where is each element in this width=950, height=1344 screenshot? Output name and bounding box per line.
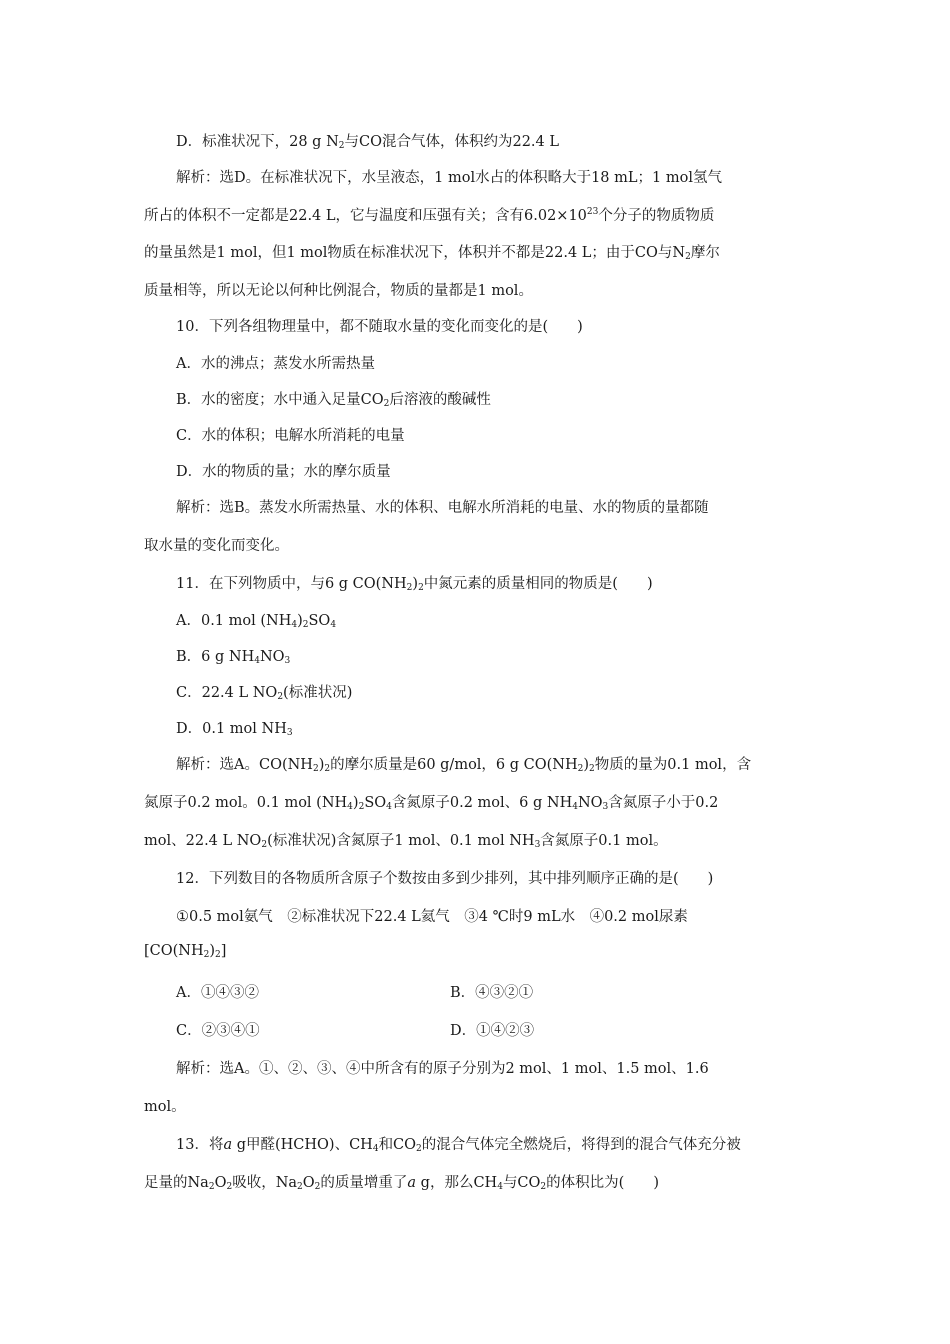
option-b-q11: B．6 g $NH_4NO_3$: [176, 649, 291, 666]
option-c-q10: C．水的体积；电解水所消耗的电量: [176, 428, 405, 444]
explanation-q9-line2: 所占的体积不一定都是22.4 L，它与温度和压强有关；含有$6.02\times 10^{23}$个分子的物质物质: [144, 207, 715, 224]
explanation-q10-line1: 解析：选B。蒸发水所需热量、水的体积、电解水所消耗的电量、水的物质的量都随: [176, 500, 709, 516]
question-13-line2: 足量的$Na_2O_2$吸收，$Na_2O_2$的质量增重了a g，那么$CH_4$与$CO_2$的体积比为( ): [144, 1175, 659, 1192]
option-d-q12: D．①④②③: [450, 1023, 535, 1039]
option-c-q12: C．②③④①: [176, 1023, 260, 1039]
question-12-items-cont: $[CO(NH_2)_2]$: [144, 943, 227, 960]
explanation-q9-line1: 解析：选D。在标准状况下，水呈液态，1 mol水占的体积略大于18 mL；1 mol氢气: [176, 170, 722, 186]
explanation-q10-line2: 取水量的变化而变化。: [144, 538, 289, 554]
option-a-q10: A．水的沸点；蒸发水所需热量: [176, 356, 375, 372]
option-b-q12: B．④③②①: [450, 985, 534, 1001]
option-d-q10: D．水的物质的量；水的摩尔质量: [176, 464, 391, 480]
question-12-items: ①0.5 mol氨气 ②标准状况下22.4 L氦气 ③4 ℃时9 mL水 ④0.2 mol尿素: [176, 909, 688, 925]
option-b-q10: B．水的密度；水中通入足量$CO_2$后溶液的酸碱性: [176, 392, 491, 409]
explanation-q11-line2: 氮原子0.2 mol。0.1 mol $(NH_4)_2SO_4$含氮原子0.2 mol、6 g $NH_4NO_3$含氮原子小于0.2: [144, 795, 719, 812]
explanation-q12-line2: mol。: [144, 1099, 186, 1115]
question-10: 10．下列各组物理量中，都不随取水量的变化而变化的是( ): [176, 319, 583, 335]
explanation-q9-line3: 的量虽然是1 mol，但1 mol物质在标准状况下，体积并不都是22.4 L；由于CO与$N_2$摩尔: [144, 245, 720, 262]
question-11: 11．在下列物质中，与6 g $CO(NH_2)_2$中氮元素的质量相同的物质是( ): [176, 576, 653, 593]
option-d-q11: D．0.1 mol $NH_3$: [176, 721, 293, 738]
explanation-q12-line1: 解析：选A。①、②、③、④中所含有的原子分别为2 mol、1 mol、1.5 mol、1.6: [176, 1061, 709, 1077]
option-a-q11: A．0.1 mol $(NH_4)_2SO_4$: [176, 613, 337, 630]
option-a-q12: A．①④③②: [176, 985, 259, 1001]
explanation-q9-line4: 质量相等，所以无论以何种比例混合，物质的量都是1 mol。: [144, 283, 533, 299]
explanation-q11-line3: mol、22.4 L $NO_2$(标准状况)含氮原子1 mol、0.1 mol $NH_3$含氮原子0.1 mol。: [144, 833, 668, 850]
option-c-q11: C．22.4 L $NO_2$(标准状况): [176, 685, 353, 702]
explanation-q11-line1: 解析：选A。$CO(NH_2)_2$的摩尔质量是60 g/mol，6 g $CO(NH_2)_2$物质的量为0.1 mol，含: [176, 757, 752, 774]
option-d-q9: D．标准状况下，28 g $N_2$与CO混合气体，体积约为22.4 L: [176, 134, 560, 151]
question-13-line1: 13．将a g甲醛(HCHO)、$CH_4$和$CO_2$的混合气体完全燃烧后，将得到的混合气体充分被: [176, 1137, 741, 1154]
question-12: 12．下列数目的各物质所含原子个数按由多到少排列，其中排列顺序正确的是( ): [176, 871, 714, 887]
